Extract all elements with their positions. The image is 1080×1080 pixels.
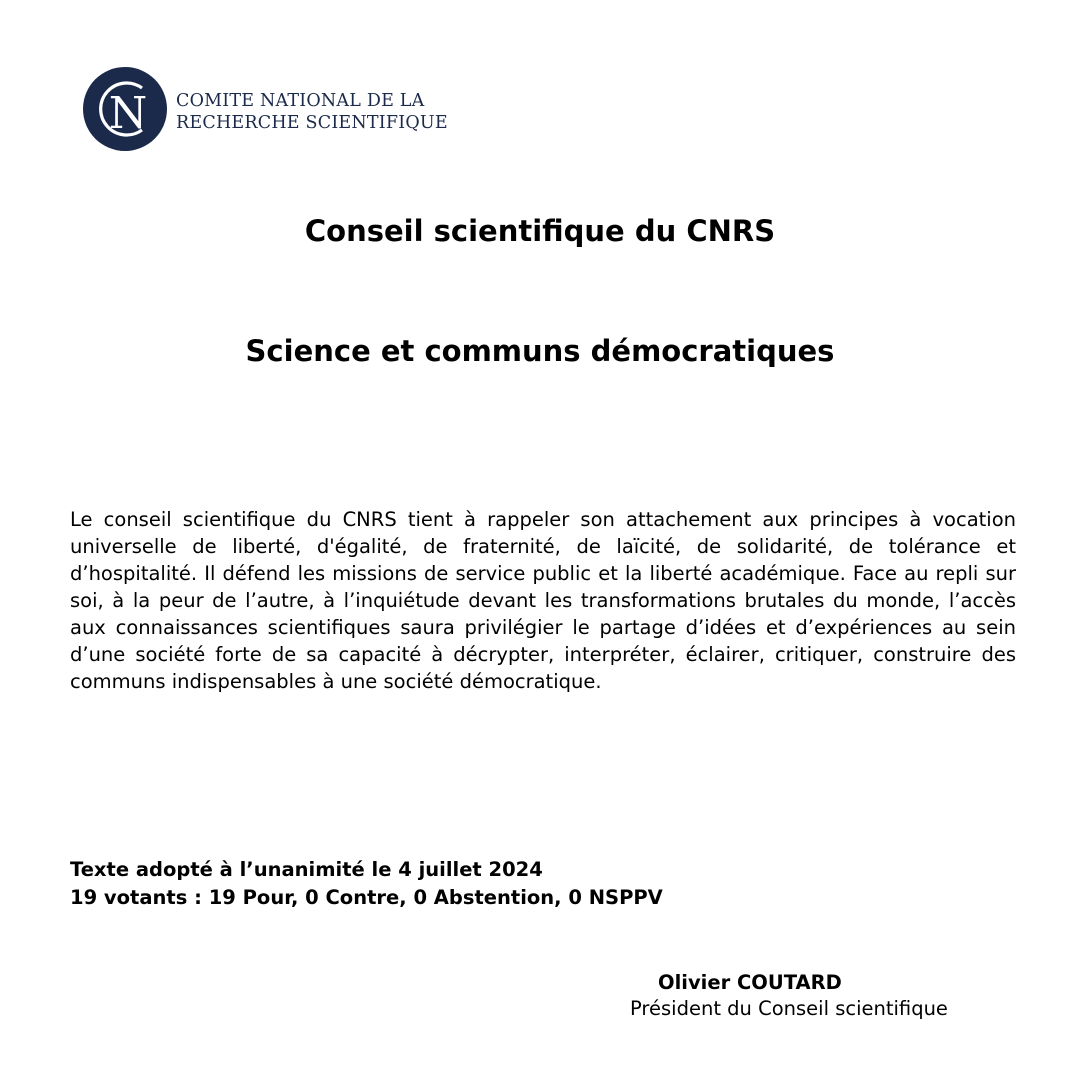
logo-line-2: RECHERCHE SCIENTIFIQUE [176, 113, 448, 133]
cn-logo-icon [82, 66, 168, 152]
document-title: Conseil scientifique du CNRS [304, 214, 776, 248]
logo-line-1: COMITE NATIONAL DE LA [176, 91, 425, 111]
votes-line: 19 votants : 19 Pour, 0 Contre, 0 Abstention, 0 NSPPV [70, 886, 663, 909]
signatory-role: Président du Conseil scientifique [630, 997, 948, 1020]
vote-summary [70, 856, 663, 912]
signatory-name: Olivier COUTARD [658, 971, 842, 994]
statement-paragraph: Le conseil scientifique du CNRS tient à rappeler son attachement aux principes à vocation universelle de liberté, d'égalité, de fraternité, de laïcité, de solidarité, de tolérance et d’hospitalité. Il défend les missions de service public et la liberté académique. Face au repli sur soi, à la peur de l’autre, à l’inquiétude devant les transformations brutales du monde, l’accès aux connaissances scientifiques saura privilégier le partage d’idées et d’expériences au sein d’une société forte de sa capacité à décrypter, interpréter, éclairer, critiquer, construire des communs indispensables à une société démocratique. [70, 508, 1016, 693]
document-subtitle: Science et communs démocratiques [245, 334, 835, 368]
logo-wordmark [176, 90, 448, 134]
adoption-line: Texte adopté à l’unanimité le 4 juillet 2024 [70, 858, 543, 881]
svg-text:N: N [108, 88, 148, 139]
cnrs-committee-logo [82, 66, 448, 156]
